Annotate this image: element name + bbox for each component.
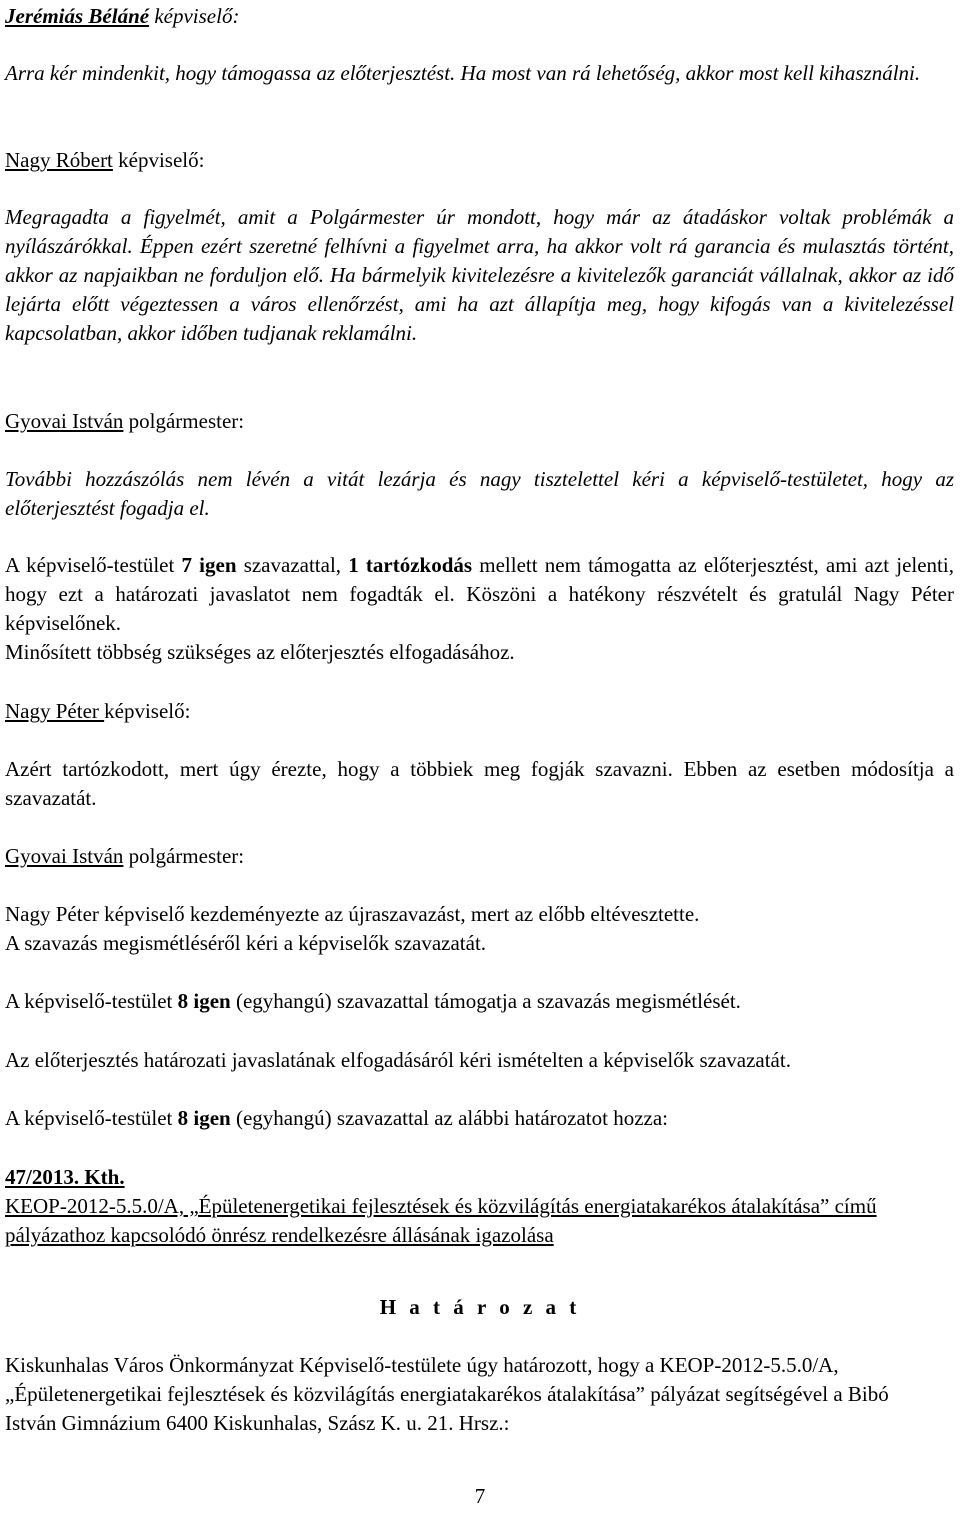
speech-paragraph: További hozzászólás nem lévén a vitát lezárja és nagy tisztelettel kéri a képviselő-testületet, hogy az előterjesztést fogadja el. <box>5 467 954 520</box>
speaker-role: képviselő: <box>149 4 240 28</box>
speaker-name: Nagy Róbert <box>5 148 113 172</box>
speaker-heading <box>5 146 954 175</box>
speaker-heading <box>5 697 954 726</box>
speaker-name: Nagy Péter <box>5 699 105 723</box>
speaker-role: képviselő: <box>112 148 205 172</box>
speech-line: A szavazás megismétléséről kéri a képviselők szavazatát. <box>5 931 487 955</box>
speech-line: Nagy Péter képviselő kezdeményezte az újraszavazást, mert az előbb eltévesztette. <box>5 902 700 926</box>
vote-text: A képviselő-testület <box>5 1106 178 1130</box>
speaker-name: Gyovai István <box>5 844 124 868</box>
speaker-name: Jerémiás Béláné <box>5 4 150 28</box>
vote-text: (egyhangú) szavazattal az alábbi határozatot hozza: <box>230 1106 668 1130</box>
speech-paragraph: Arra kér mindenkit, hogy támogassa az előterjesztést. Ha most van rá lehetőség, akkor most kell kihasználni. <box>5 61 921 85</box>
speaker-heading <box>5 2 954 31</box>
speaker-name: Gyovai István <box>5 409 124 433</box>
speaker-heading <box>5 407 954 436</box>
vote-result <box>5 551 954 638</box>
speech-paragraph: Azért tartózkodott, mert úgy érezte, hogy a többiek meg fogják szavazni. Ebben az esetben módosítja a szavazatát. <box>5 757 954 810</box>
vote-count: 7 igen <box>181 553 237 577</box>
speech-paragraph: Megragadta a figyelmét, amit a Polgármester úr mondott, hogy már az átadáskor voltak problémák a nyílászárókkal. Éppen ezért szeretné felhívni a figyelmet arra, ha akkor volt rá garancia és mulasztás történt, akkor az napjaikban ne forduljon elő. Ha bármelyik kivitelezésre a kivitelezők garanciát vállalnak, akkor az idő lejárta előtt végeztessen a város ellenőrzést, ami ha azt állapítja meg, hogy kifogás van a kivitelezéssel kapcsolatban, akkor időben tudjanak reklamálni. <box>5 205 954 345</box>
resolution-body: Kiskunhalas Város Önkormányzat Képviselő-testülete úgy határozott, hogy a KEOP-2012-5.5.0/A, „Épületenergetikai fejlesztések és közvilágítás energiatakarékos átalakítása” pályázat segítségével a Bibó István Gimnázium 6400 Kiskunhalas, Szász K. u. 21. Hrsz.: <box>5 1353 889 1435</box>
vote-note: Minősített többség szükséges az előterjesztés elfogadásához. <box>5 640 515 664</box>
speaker-role: képviselő: <box>104 699 191 723</box>
speaker-heading <box>5 842 954 871</box>
resolution-number: 47/2013. Kth. <box>5 1165 125 1189</box>
vote-result <box>5 987 954 1016</box>
vote-count: 8 igen <box>177 1106 231 1130</box>
vote-count: 1 tartózkodás <box>348 553 473 577</box>
vote-text: A képviselő-testület <box>5 553 182 577</box>
vote-request: Az előterjesztés határozati javaslatának elfogadásáról kéri ismételten a képviselők szavazatát. <box>5 1048 791 1072</box>
speaker-role: polgármester: <box>123 844 245 868</box>
vote-result <box>5 1104 954 1133</box>
vote-text: A képviselő-testület <box>5 989 178 1013</box>
speaker-role: polgármester: <box>123 409 245 433</box>
resolution-heading: H a t á r o z a t <box>379 1295 581 1319</box>
vote-text: szavazattal, <box>236 553 349 577</box>
vote-text: (egyhangú) szavazattal támogatja a szavazás megismétlését. <box>230 989 741 1013</box>
vote-count: 8 igen <box>177 989 231 1013</box>
page-number: 7 <box>474 1484 486 1508</box>
resolution-subject: KEOP-2012-5.5.0/A, „Épületenergetikai fejlesztések és közvilágítás energiatakarékos átalakítása” című pályázathoz kapcsolódó önrész rendelkezésre állásának igazolása <box>5 1194 877 1247</box>
vote-text: mellett nem támogatta az előterjesztést, ami azt jelenti, hogy ezt a határozati javaslatot nem fogadták el. Köszöni a hatékony részvételt és gratulál Nagy Péter képviselőnek. <box>5 553 954 635</box>
